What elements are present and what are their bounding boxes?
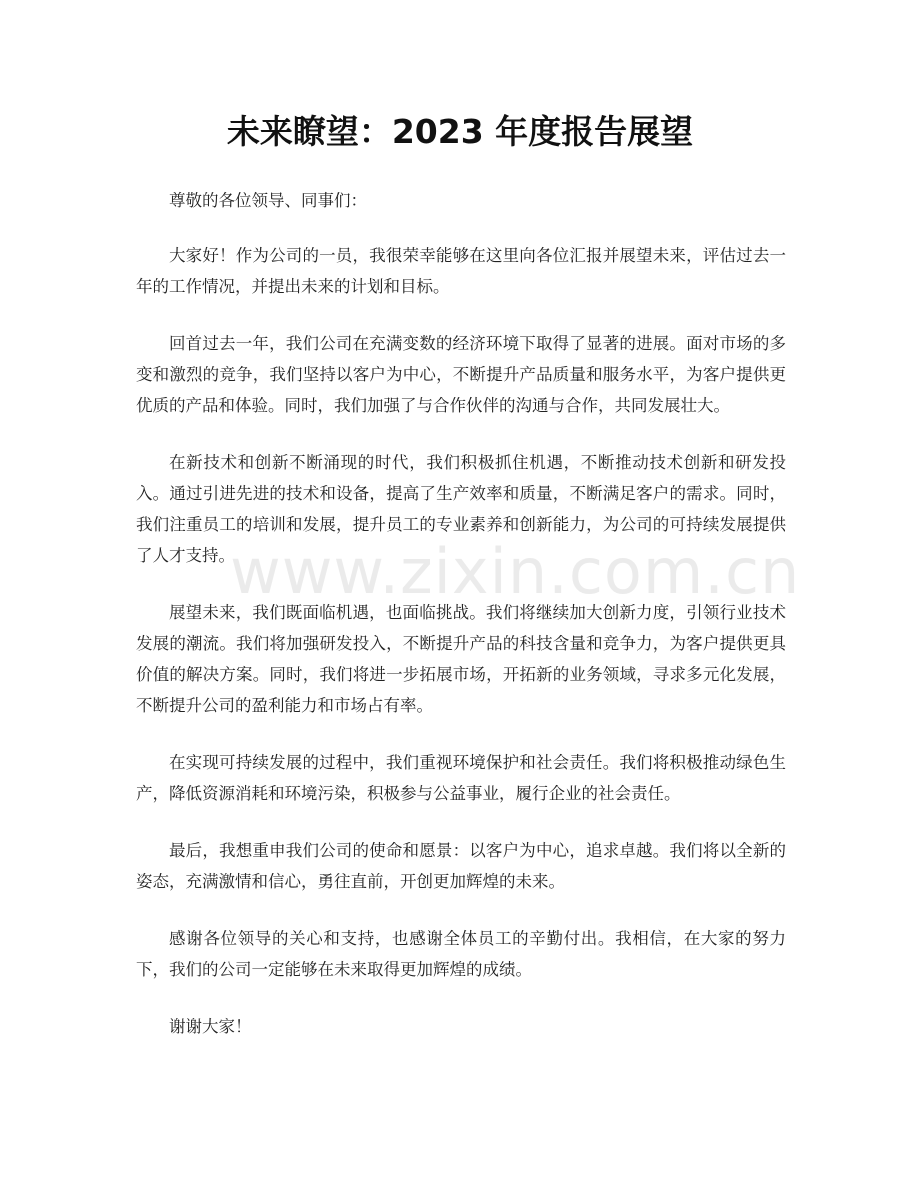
paragraph-review: 回首过去一年，我们公司在充满变数的经济环境下取得了显著的进展。面对市场的多变和激烈的竞争，我们坚持以客户为中心，不断提升产品质量和服务水平，为客户提供更优质的产品和体验。同时，我们加强了与合作伙伴的沟通与合作，共同发展壮大。: [136, 334, 786, 415]
document-body: [136, 185, 801, 1068]
document-title: 未来瞭望：2023 年度报告展望: [226, 112, 694, 151]
paragraph-greeting: 大家好！作为公司的一员，我很荣幸能够在这里向各位汇报并展望未来，评估过去一年的工作情况，并提出未来的计划和目标。: [136, 246, 786, 296]
paragraph-innovation: 在新技术和创新不断涌现的时代，我们积极抓住机遇，不断推动技术创新和研发投入。通过引进先进的技术和设备，提高了生产效率和质量，不断满足客户的需求。同时，我们注重员工的培训和发展，提升员工的专业素养和创新能力，为公司的可持续发展提供了人才支持。: [136, 453, 786, 565]
paragraph-thanks: 感谢各位领导的关心和支持，也感谢全体员工的辛勤付出。我相信，在大家的努力下，我们的公司一定能够在未来取得更加辉煌的成绩。: [136, 929, 786, 979]
salutation: 尊敬的各位领导、同事们：: [169, 191, 367, 210]
paragraph-sustainability: 在实现可持续发展的过程中，我们重视环境保护和社会责任。我们将积极推动绿色生产，降低资源消耗和环境污染，积极参与公益事业，履行企业的社会责任。: [136, 753, 786, 803]
paragraph-mission: 最后，我想重申我们公司的使命和愿景：以客户为中心，追求卓越。我们将以全新的姿态，充满激情和信心，勇往直前，开创更加辉煌的未来。: [136, 841, 786, 891]
paragraph-closing: 谢谢大家！: [169, 1017, 252, 1036]
paragraph-outlook: 展望未来，我们既面临机遇，也面临挑战。我们将继续加大创新力度，引领行业技术发展的潮流。我们将加强研发投入，不断提升产品的科技含量和竞争力，为客户提供更具价值的解决方案。同时，我们将进一步拓展市场，开拓新的业务领域，寻求多元化发展，不断提升公司的盈利能力和市场占有率。: [136, 603, 786, 715]
watermark: www.zixin.com.cn: [230, 535, 801, 608]
